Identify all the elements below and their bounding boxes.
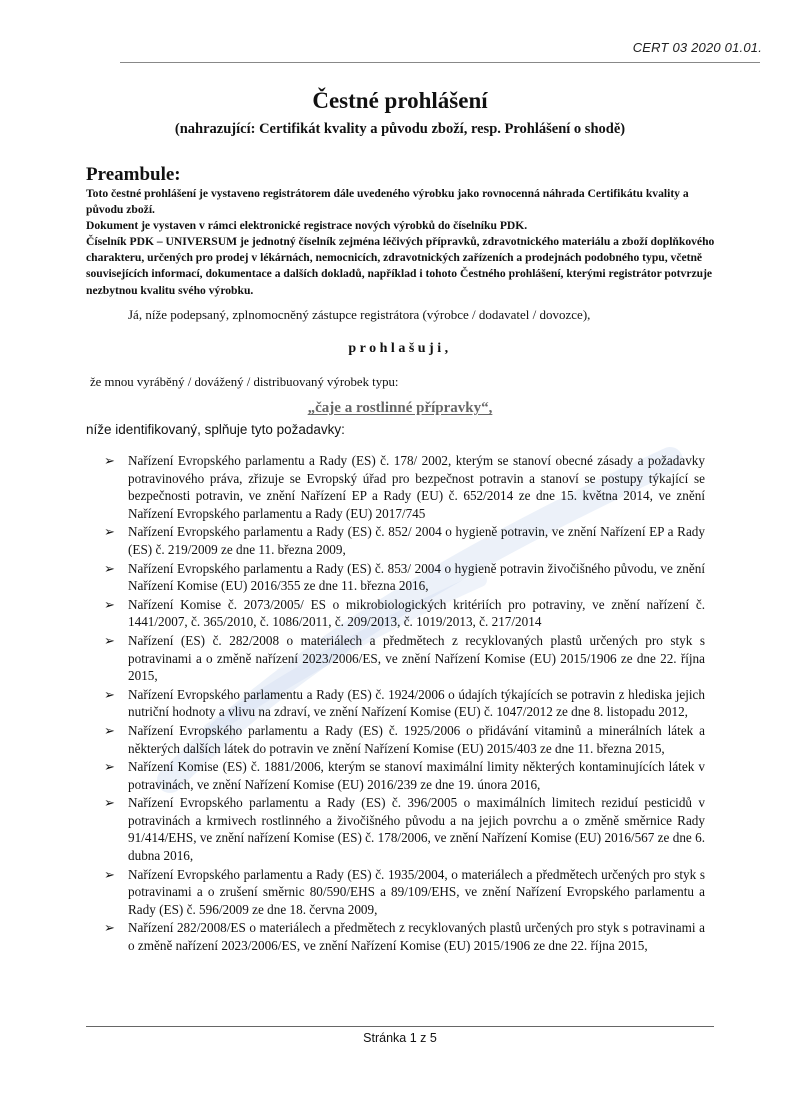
list-item [100,722,705,757]
preamble-paragraph: Toto čestné prohlášení je vystaveno registrátorem dále uvedeného výrobku jako rovnocenná náhrada Certifikátu kvality a původu zboží. [86,187,689,217]
list-item [100,632,705,685]
declaration-word: prohlašuji, [348,341,452,356]
arrow-bullet-icon: ➢ [104,453,115,468]
regulation-text: Nařízení Evropského parlamentu a Rady (ES) č. 853/ 2004 o hygieně potravin živočišného původu, ve znění Nařízení Komise (EU) 2016/355 ze dne 11. března 2016, [128,560,705,594]
regulation-text: Nařízení 282/2008/ES o materiálech a předmětech z recyklovaných plastů určených pro styk s potravinami a o změně nařízení 2023/2006/ES, ve znění Nařízení Komise (EU) 2015/1906 ze dne 22. října 2015, [128,920,705,954]
list-item [100,452,705,522]
preamble-paragraph: Číselník PDK – UNIVERSUM je jednotný číselník zejména léčivých přípravků, zdravotnického materiálu a zboží doplňkového charakteru, určených pro prodej v lékárnách, nemocnicích, zdravotnických zařízeních a prodejnách podobného typu, včetně souvisejících informací, dokumentace a dalších dokladů, například i tohoto Čestného prohlášení, kterými registrátor potvrzuje nezbytnou kvalitu svého výrobku. [86,235,715,297]
list-item [100,758,705,793]
arrow-bullet-icon: ➢ [104,795,115,811]
arrow-bullet-icon: ➢ [104,596,115,612]
list-item [100,560,705,595]
arrow-bullet-icon: ➢ [104,686,115,702]
preamble-heading: Preambule: [86,164,181,185]
page-number: Stránka 1 z 5 [363,1031,437,1045]
arrow-bullet-icon: ➢ [104,759,115,775]
arrow-bullet-icon: ➢ [104,524,115,540]
regulation-text: Nařízení Evropského parlamentu a Rady (ES) č. 852/ 2004 o hygieně potravin, ve znění Nařízení EP a Rady (ES) č. 219/2009 ze dne 11. března 2009, [128,524,705,557]
list-item [100,596,705,631]
preamble-paragraph: Dokument je vystaven v rámci elektronické registrace nových výrobků do číselníku PDK. [86,219,528,233]
document-subtitle: (nahrazující: Certifikát kvality a původu zboží, resp. Prohlášení o shodě) [174,121,626,137]
regulation-text: Nařízení (ES) č. 282/2008 o materiálech a předmětech z recyklovaných plastů určených pro styk s potravinami a o změně nařízení 2023/2006/ES, ve znění Nařízení Komise (EU) 2015/1906 ze dne 22. října 2015, [128,632,705,684]
arrow-bullet-icon: ➢ [104,560,115,576]
regulation-text: Nařízení Evropského parlamentu a Rady (ES) č. 1924/2006 o údajích týkajících se potravin z hlediska jejich nutriční hodnoty a vlivu na zdraví, ve znění Nařízení Komise (EU) č. 1047/2012 ze dne 8. listopadu 2012, [128,686,705,720]
arrow-bullet-icon: ➢ [104,722,115,738]
declarant-statement: Já, níže podepsaný, zplnomocněný zástupce registrátora (výrobce / dodavatel / dovozce), [128,307,591,322]
list-item [100,866,705,919]
list-item [100,686,705,721]
arrow-bullet-icon: ➢ [104,866,115,882]
list-item [100,794,705,864]
arrow-bullet-icon: ➢ [104,920,115,936]
list-item [100,523,705,558]
document-title: Čestné prohlášení [312,88,488,113]
regulation-text: Nařízení Komise č. 2073/2005/ ES o mikrobiologických kritériích pro potraviny, ve znění nařízení č. 1441/2007, č. 365/2010, č. 1086/2011, č. 209/2013, č. 1019/2013, č. 217/2014 [128,596,705,630]
regulations-list [100,452,705,956]
arrow-bullet-icon: ➢ [104,632,115,648]
regulation-text: Nařízení Evropského parlamentu a Rady (ES) č. 1935/2004, o materiálech a předmětech určených pro styk s potravinami a o zrušení směrnic 80/590/EHS a 89/109/EHS, ve znění Nařízení Evropského parlamentu a Rady (ES) č. 596/2009 ze dne 18. června 2009, [128,866,705,917]
header-divider [120,62,760,63]
regulation-text: Nařízení Evropského parlamentu a Rady (ES) č. 1925/2006 o přidávání vitaminů a minerálních látek a některých dalších látek do potravin ve znění Nařízení Komise (EU) 2015/403 ze dne 11. března 2015, [128,722,705,756]
product-type: „čaje a rostlinné přípravky“, [307,400,493,416]
preamble-text [86,186,716,299]
document-code: CERT 03 2020 01.01. [632,40,762,55]
regulation-text: Nařízení Evropského parlamentu a Rady (ES) č. 178/ 2002, kterým se stanoví obecné zásady a požadavky potravinového práva, zřizuje se Evropský úřad pro bezpečnost potravin a stanoví se postupy týkající se bezpečnosti potravin, ve znění Nařízení EP a Rady (EU) č. 652/2014 ze dne 15. května 2014, ve znění Nařízení Evropského parlamentu a Rady (EU) 2017/745 [128,453,705,521]
regulation-text: Nařízení Komise (ES) č. 1881/2006, kterým se stanoví maximální limity některých kontaminujících látek v potravinách, ve znění Nařízení Komise (EU) 2016/239 ze dne 19. února 2016, [128,759,705,792]
product-type-intro: že mnou vyráběný / dovážený / distribuovaný výrobek typu: [90,375,399,389]
footer-divider [86,1026,714,1027]
requirements-intro: níže identifikovaný, splňuje tyto požadavky: [86,422,345,437]
list-item [100,919,705,954]
regulation-text: Nařízení Evropského parlamentu a Rady (ES) č. 396/2005 o maximálních limitech reziduí pesticidů v potravinách a krmivech rostlinného a živočišného původu a na jejich povrchu a o změně směrnice Rady 91/414/EHS, ve znění nařízení Komise (ES) č. 178/2006, ve znění Nařízení Komise (EU) 2016/567 ze dne 6. dubna 2016, [128,795,705,864]
